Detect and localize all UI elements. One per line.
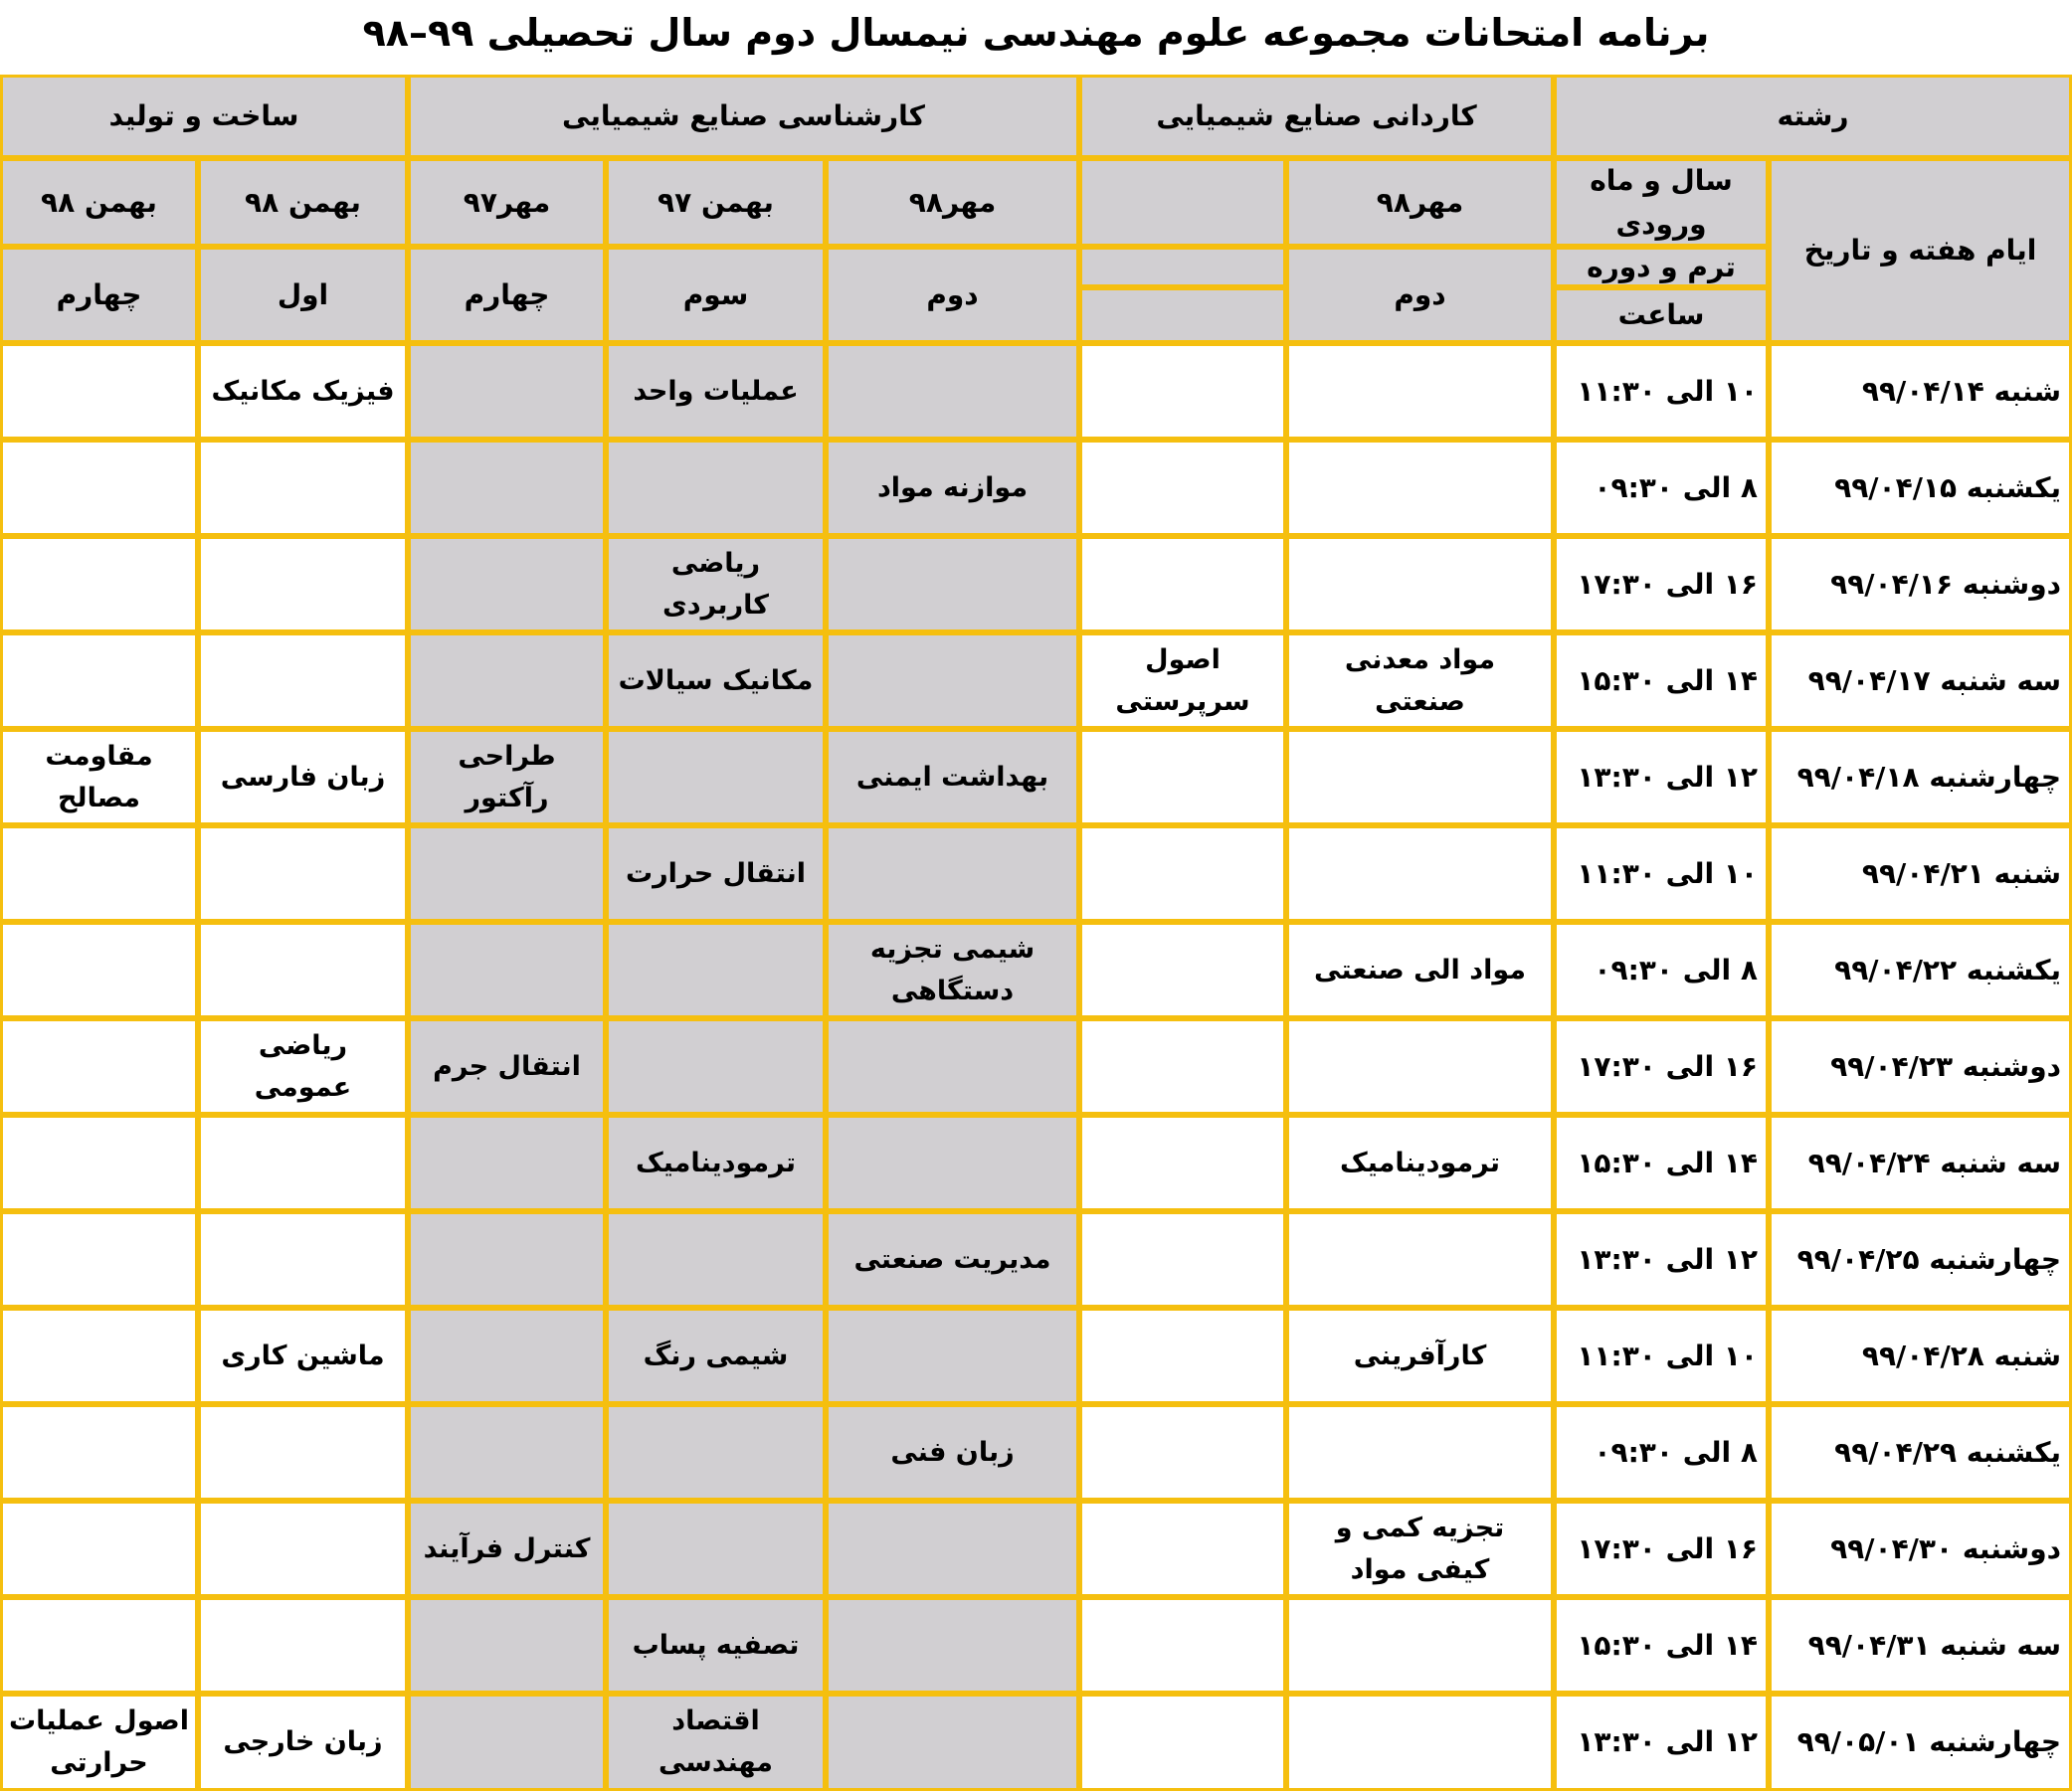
time-cell: ۱۶ الی ۱۷:۳۰ [1554,1501,1769,1597]
exam-schedule-table [0,70,2072,1791]
exam-cell [1079,922,1286,1018]
exam-cell: مقاومت مصالح [0,729,198,825]
exam-cell [826,536,1079,632]
exam-cell [0,343,198,440]
exam-cell: انتقال جرم [408,1018,606,1115]
exam-cell [408,1694,606,1791]
exam-cell: زبان فنی [826,1404,1079,1501]
time-cell: ۱۰ الی ۱۱:۳۰ [1554,825,1769,922]
exam-cell [0,1501,198,1597]
exam-cell [826,632,1079,729]
term-cell [1079,247,1286,287]
time-cell: ۱۲ الی ۱۳:۳۰ [1554,1211,1769,1308]
term-cell-lower [1079,287,1286,343]
exam-cell [1079,1308,1286,1404]
entry-cell: مهر۹۸ [1286,158,1554,247]
date-cell: سه شنبه ۹۹/۰۴/۳۱ [1769,1597,2072,1694]
exam-cell: کنترل فرآیند [408,1501,606,1597]
time-cell: ۸ الی ۰۹:۳۰ [1554,1404,1769,1501]
exam-cell: تجزیه کمی و کیفی مواد [1286,1501,1554,1597]
exam-cell: اصول عملیات حرارتی [0,1694,198,1791]
exam-cell: اقتصاد مهندسی [606,1694,826,1791]
exam-cell [606,1404,826,1501]
exam-cell [1079,1018,1286,1115]
date-cell: دوشنبه ۹۹/۰۴/۳۰ [1769,1501,2072,1597]
date-cell: چهارشنبه ۹۹/۰۵/۰۱ [1769,1694,2072,1791]
exam-cell [408,1597,606,1694]
entry-header: سال و ماه ورودی [1554,158,1769,247]
group-header-kardani: کاردانی صنایع شیمیایی [1079,75,1554,158]
exam-cell: فیزیک مکانیک [198,343,408,440]
time-cell: ۱۴ الی ۱۵:۳۰ [1554,1115,1769,1211]
exam-cell [408,1404,606,1501]
exam-cell [0,536,198,632]
exam-cell [1079,825,1286,922]
exam-cell: مواد معدنی صنعتی [1286,632,1554,729]
exam-cell [408,1211,606,1308]
exam-cell [826,1694,1079,1791]
exam-cell [826,1597,1079,1694]
exam-cell [198,440,408,536]
exam-cell [1286,440,1554,536]
exam-cell: مکانیک سیالات [606,632,826,729]
exam-cell [0,825,198,922]
exam-cell: ماشین کاری [198,1308,408,1404]
exam-cell [1286,825,1554,922]
date-cell: سه شنبه ۹۹/۰۴/۱۷ [1769,632,2072,729]
entry-cell: مهر۹۷ [408,158,606,247]
time-cell: ۸ الی ۰۹:۳۰ [1554,922,1769,1018]
exam-cell [198,1597,408,1694]
exam-cell [198,1404,408,1501]
exam-cell: زبان فارسی [198,729,408,825]
date-cell: دوشنبه ۹۹/۰۴/۱۶ [1769,536,2072,632]
exam-cell [606,1018,826,1115]
time-cell: ۱۲ الی ۱۳:۳۰ [1554,729,1769,825]
exam-cell [1286,1597,1554,1694]
exam-cell [1079,536,1286,632]
time-cell: ۱۲ الی ۱۳:۳۰ [1554,1694,1769,1791]
term-cell: دوم [1286,247,1554,343]
exam-cell [606,922,826,1018]
date-cell: سه شنبه ۹۹/۰۴/۲۴ [1769,1115,2072,1211]
exam-cell [1286,729,1554,825]
term-header: ترم و دوره [1554,247,1769,287]
exam-cell [408,825,606,922]
exam-cell: ترمودینامیک [1286,1115,1554,1211]
term-cell: سوم [606,247,826,343]
exam-cell [1286,1018,1554,1115]
exam-cell [826,343,1079,440]
time-cell: ۱۰ الی ۱۱:۳۰ [1554,1308,1769,1404]
time-cell: ۱۴ الی ۱۵:۳۰ [1554,632,1769,729]
day-date-header: ایام هفته و تاریخ [1769,158,2072,343]
exam-cell [0,1211,198,1308]
exam-cell [0,1115,198,1211]
exam-cell [0,1018,198,1115]
term-cell: چهارم [408,247,606,343]
exam-cell [0,922,198,1018]
page-title: برنامه امتحانات مجموعه علوم مهندسی نیمسال دوم سال تحصیلی ۹۹–۹۸ [362,11,1710,55]
date-cell: یکشنبه ۹۹/۰۴/۲۲ [1769,922,2072,1018]
exam-cell [606,1211,826,1308]
exam-cell [1079,729,1286,825]
exam-cell [0,1404,198,1501]
exam-cell [826,1501,1079,1597]
term-cell: دوم [826,247,1079,343]
exam-cell [0,632,198,729]
date-cell: دوشنبه ۹۹/۰۴/۲۳ [1769,1018,2072,1115]
entry-cell [1079,158,1286,247]
date-cell: چهارشنبه ۹۹/۰۴/۲۵ [1769,1211,2072,1308]
time-cell: ۱۰ الی ۱۱:۳۰ [1554,343,1769,440]
exam-cell [408,343,606,440]
exam-cell [1079,1115,1286,1211]
exam-cell [408,632,606,729]
exam-cell [1286,1211,1554,1308]
exam-cell [826,1018,1079,1115]
date-cell: چهارشنبه ۹۹/۰۴/۱۸ [1769,729,2072,825]
exam-cell: کارآفرینی [1286,1308,1554,1404]
exam-cell [198,825,408,922]
exam-cell [1079,1211,1286,1308]
entry-cell: بهمن ۹۸ [198,158,408,247]
exam-cell [1286,343,1554,440]
entry-cell: مهر۹۸ [826,158,1079,247]
exam-cell [606,440,826,536]
entry-cell: بهمن ۹۸ [0,158,198,247]
field-header: رشته [1554,75,2072,158]
exam-cell [408,440,606,536]
time-cell: ۱۴ الی ۱۵:۳۰ [1554,1597,1769,1694]
exam-cell [198,1115,408,1211]
exam-cell [1079,1404,1286,1501]
exam-cell [0,1597,198,1694]
exam-cell [0,440,198,536]
date-cell: شنبه ۹۹/۰۴/۲۱ [1769,825,2072,922]
exam-cell: مواد الی صنعتی [1286,922,1554,1018]
exam-cell [198,1211,408,1308]
exam-cell: شیمی تجزیه دستگاهی [826,922,1079,1018]
exam-cell: انتقال حرارت [606,825,826,922]
exam-cell: عملیات واحد [606,343,826,440]
exam-cell: موازنه مواد [826,440,1079,536]
exam-cell [1079,440,1286,536]
exam-cell [1079,343,1286,440]
exam-cell [1286,536,1554,632]
time-cell: ۸ الی ۰۹:۳۰ [1554,440,1769,536]
exam-cell [826,1115,1079,1211]
exam-cell: ریاضی کاربردی [606,536,826,632]
term-cell: چهارم [0,247,198,343]
group-header-karshenasi: کارشناسی صنایع شیمیایی [408,75,1079,158]
exam-cell [826,1308,1079,1404]
exam-cell: بهداشت ایمنی [826,729,1079,825]
exam-cell [0,1308,198,1404]
exam-cell: تصفیه پساب [606,1597,826,1694]
exam-cell: ترمودینامیک [606,1115,826,1211]
exam-cell [606,729,826,825]
date-cell: شنبه ۹۹/۰۴/۲۸ [1769,1308,2072,1404]
exam-cell [408,1308,606,1404]
exam-cell [198,1501,408,1597]
group-header-sakht: ساخت و تولید [0,75,408,158]
exam-cell [198,536,408,632]
time-cell: ۱۶ الی ۱۷:۳۰ [1554,1018,1769,1115]
exam-cell: شیمی رنگ [606,1308,826,1404]
term-cell: اول [198,247,408,343]
exam-cell [1079,1694,1286,1791]
date-cell: یکشنبه ۹۹/۰۴/۲۹ [1769,1404,2072,1501]
exam-cell [408,922,606,1018]
exam-cell [1079,1597,1286,1694]
exam-cell [1286,1404,1554,1501]
exam-cell: ریاضی عمومی [198,1018,408,1115]
exam-cell [826,825,1079,922]
date-cell: یکشنبه ۹۹/۰۴/۱۵ [1769,440,2072,536]
exam-cell: اصول سرپرستی [1079,632,1286,729]
time-cell: ۱۶ الی ۱۷:۳۰ [1554,536,1769,632]
time-header: ساعت [1554,287,1769,343]
exam-cell [198,922,408,1018]
exam-cell [198,632,408,729]
exam-cell [1079,1501,1286,1597]
exam-cell: مدیریت صنعتی [826,1211,1079,1308]
exam-cell [1286,1694,1554,1791]
exam-cell [408,536,606,632]
exam-cell: زبان خارجی [198,1694,408,1791]
exam-cell [606,1501,826,1597]
date-cell: شنبه ۹۹/۰۴/۱۴ [1769,343,2072,440]
entry-cell: بهمن ۹۷ [606,158,826,247]
exam-cell: طراحی رآکتور [408,729,606,825]
exam-cell [408,1115,606,1211]
